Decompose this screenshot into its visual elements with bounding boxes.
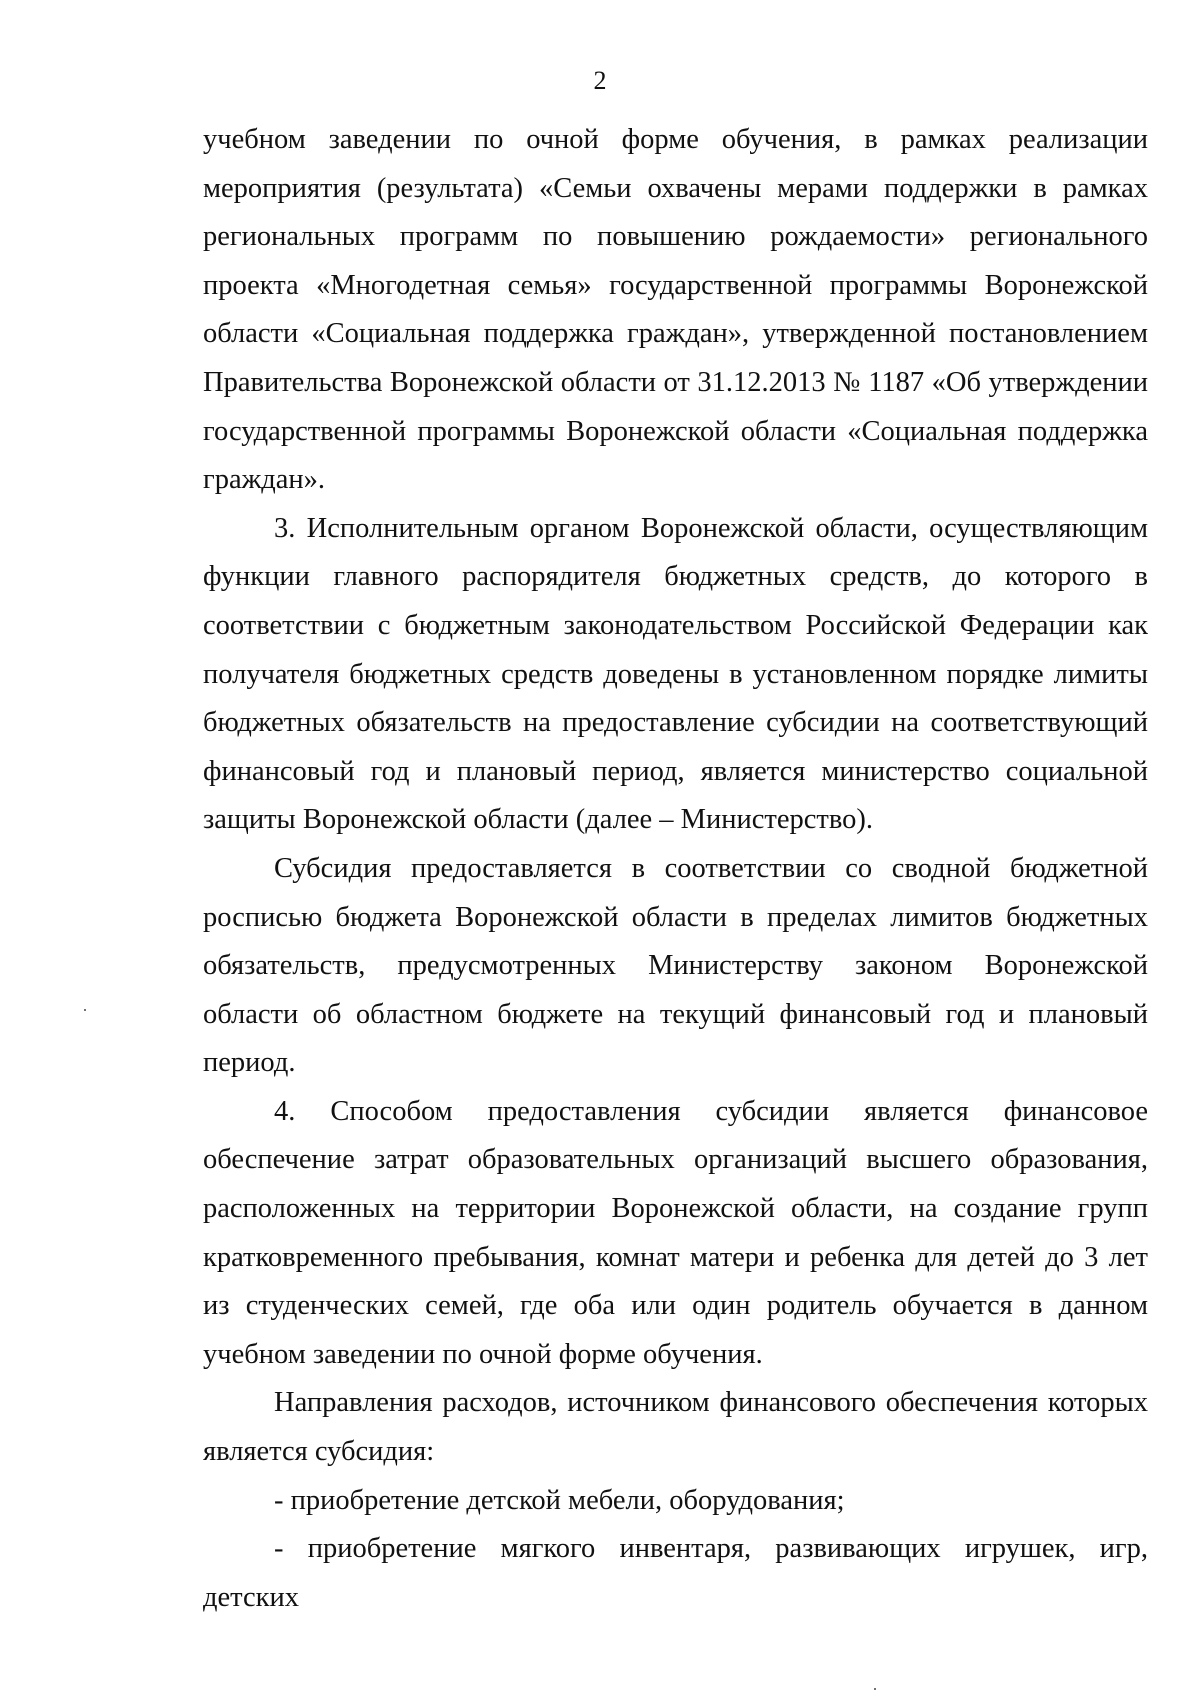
paragraph-item-4: 4. Способом предоставления субсидии является финансовое обеспечение затрат образовательных организаций высшего образования, расположенных на территории Воронежской области, на создание групп кратковременного пребывания, комнат матери и ребенка для детей до 3 лет из студенческих семей, где оба или один родитель обучается в данном учебном заведении по очной форме обучения. — [203, 1095, 1148, 1370]
document-body — [203, 116, 1148, 1622]
paragraph-item-3: 3. Исполнительным органом Воронежской области, осуществляющим функции главного распорядителя бюджетных средств, до которого в соответствии с бюджетным законодательством Российской Федерации как получателя бюджетных средств доведены в установленном порядке лимиты бюджетных обязательств на предоставление субсидии на соответствующий финансовый год и плановый период, является министерство социальной защиты Воронежской области (далее – Министерство). — [203, 512, 1148, 836]
list-item-furniture: - приобретение детской мебели, оборудования; — [274, 1484, 845, 1516]
scan-speck — [874, 1688, 876, 1690]
scan-speck — [84, 1009, 86, 1011]
paragraph-expense-directions: Направления расходов, источником финансового обеспечения которых является субсидия: — [203, 1387, 1148, 1468]
paragraph-continuation: учебном заведении по очной форме обучения, в рамках реализации мероприятия (результата) «Семьи охвачены мерами поддержки в рамках региональных программ по повышению рождаемости» регионального проекта «Многодетная семья» государственной программы Воронежской области «Социальная поддержка граждан», утвержденной постановлением Правительства Воронежской области от 31.12.2013 № 1187 «Об утверждении государственной программы Воронежской области «Социальная поддержка граждан». — [203, 124, 1148, 496]
page-number: 2 — [593, 66, 607, 95]
list-item-inventory: - приобретение мягкого инвентаря, развивающих игрушек, игр, детских — [203, 1533, 1148, 1613]
paragraph-subsidy-budget: Субсидия предоставляется в соответствии со сводной бюджетной росписью бюджета Воронежской области в пределах лимитов бюджетных обязательств, предусмотренных Министерству законом Воронежской области об областном бюджете на текущий финансовый год и плановый период. — [203, 852, 1148, 1079]
